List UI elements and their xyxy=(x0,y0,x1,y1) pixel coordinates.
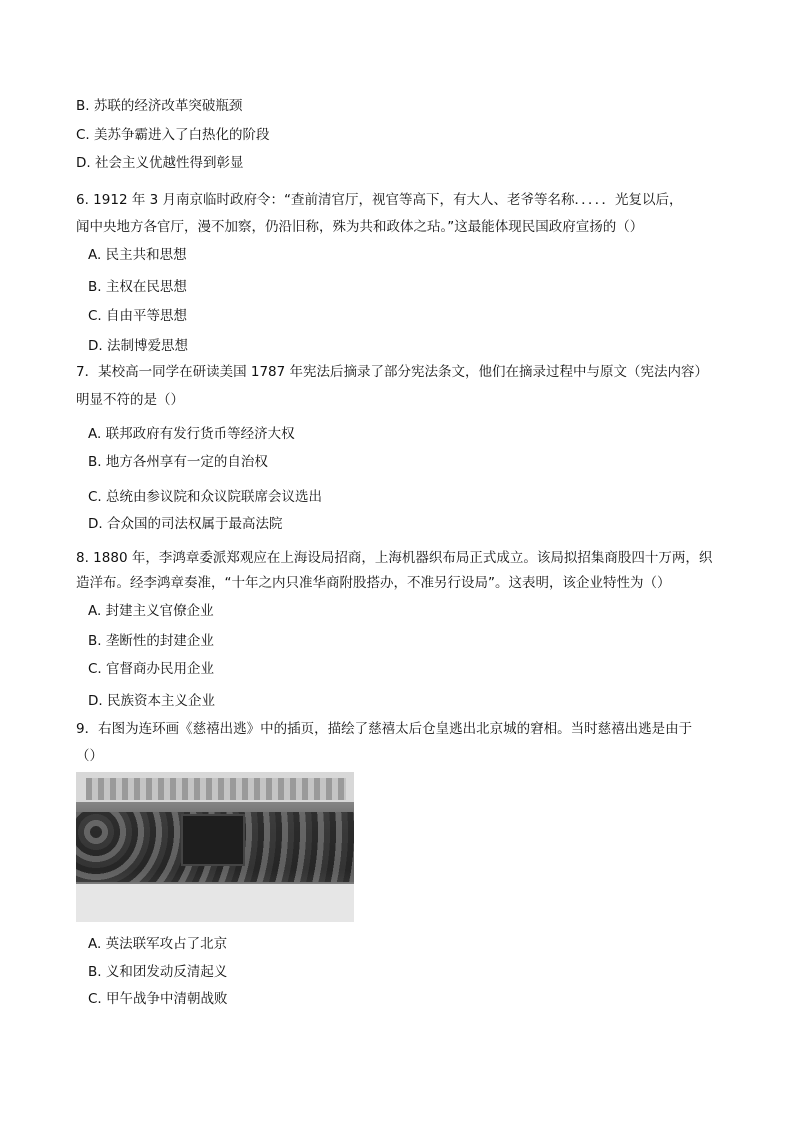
q8-option-c: C. 官督商办民用企业 xyxy=(88,661,215,677)
q9-stem-line-1: 9．右图为连环画《慈禧出逃》中的插页，描绘了慈禧太后仓皇逃出北京城的窘相。当时慈禧出逃是由于 xyxy=(76,721,693,737)
illustration-cixi-fleeing xyxy=(76,772,354,922)
illustration-city-wall xyxy=(86,778,346,800)
q6-option-d: D. 法制博爱思想 xyxy=(88,338,188,354)
q8-option-b: B. 垄断性的封建企业 xyxy=(88,633,214,649)
q6-stem-line-1: 6. 1912 年 3 月南京临时政府令：“查前清官厅，视官等高下，有大人、老爷等名称．．．．．光复以后， xyxy=(76,192,683,208)
q9-option-a: A. 英法联军攻占了北京 xyxy=(88,936,228,952)
q7-option-a: A. 联邦政府有发行货币等经济大权 xyxy=(88,426,295,442)
q8-stem-line-1: 8. 1880 年，李鸿章委派郑观应在上海设局招商，上海机器织布局正式成立。该局拟招集商股四十万两，织 xyxy=(76,550,713,566)
q6-stem-line-2: 闻中央地方各官厅，漫不加察，仍沿旧称，殊为共和政体之玷。”这最能体现民国政府宣扬的（） xyxy=(76,219,644,235)
q8-stem-line-2: 造洋布。经李鸿章奏准，“十年之内只准华商附股搭办，不准另行设局”。这表明，该企业特性为（） xyxy=(76,575,671,591)
q7-option-d: D. 合众国的司法权属于最高法院 xyxy=(88,516,283,532)
q7-option-b: B. 地方各州享有一定的自治权 xyxy=(88,454,268,470)
q6-option-a: A. 民主共和思想 xyxy=(88,247,187,263)
q6-option-b: B. 主权在民思想 xyxy=(88,279,187,295)
illustration-ground xyxy=(76,884,354,922)
illustration-carriage xyxy=(181,814,245,866)
q6-option-c: C. 自由平等思想 xyxy=(88,308,188,324)
q7-option-c: C. 总统由参议院和众议院联席会议选出 xyxy=(88,489,323,505)
q7-stem-line-1: 7．某校高一同学在研读美国 1787 年宪法后摘录了部分宪法条文，他们在摘录过程中与原文（宪法内容） xyxy=(76,364,709,380)
q8-option-a: A. 封建主义官僚企业 xyxy=(88,603,214,619)
q5-option-c: C. 美苏争霸进入了白热化的阶段 xyxy=(76,127,270,143)
q9-option-b: B. 义和团发动反清起义 xyxy=(88,964,228,980)
q5-option-b: B. 苏联的经济改革突破瓶颈 xyxy=(76,98,243,114)
q5-option-d: D. 社会主义优越性得到彰显 xyxy=(76,155,244,171)
q8-option-d: D. 民族资本主义企业 xyxy=(88,693,215,709)
q7-stem-line-2: 明显不符的是（） xyxy=(76,392,184,408)
q9-option-c: C. 甲午战争中清朝战败 xyxy=(88,991,228,1007)
q9-stem-line-2: （） xyxy=(76,748,103,764)
